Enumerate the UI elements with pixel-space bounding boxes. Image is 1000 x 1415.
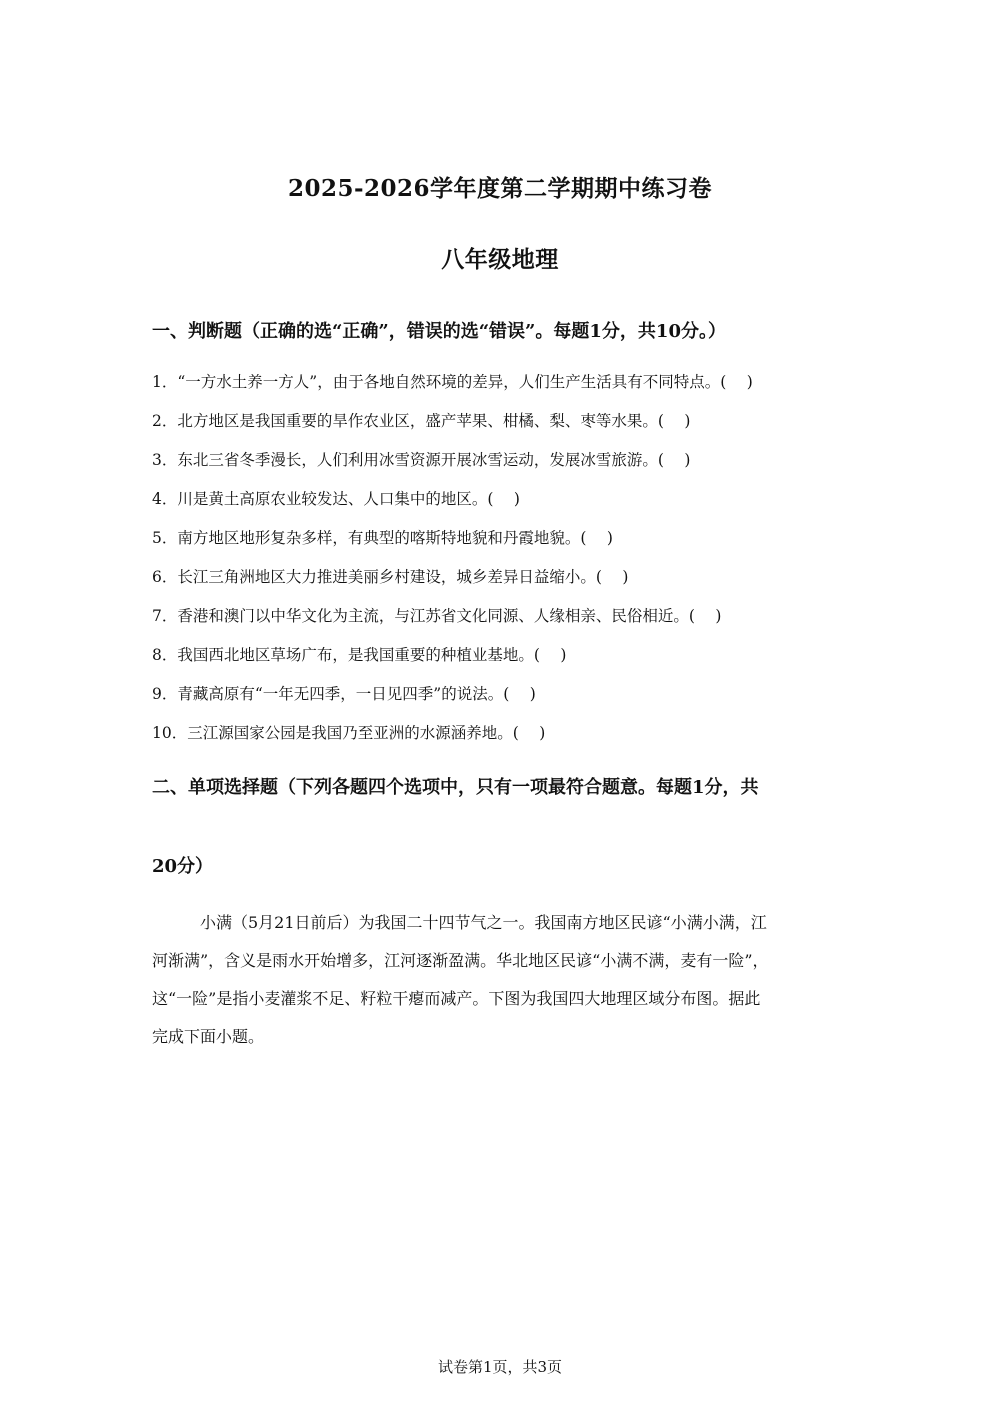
- section2-heading-continued: 20分）: [152, 856, 214, 877]
- question-number: 4．: [152, 490, 178, 508]
- answer-blank: ( ): [720, 373, 753, 391]
- question-number: 5．: [152, 529, 178, 547]
- passage-line: 这“一险”是指小麦灌浆不足、籽粒干瘪而减产。下图为我国四大地理区域分布图。据此: [152, 989, 761, 1008]
- question-number: 10．: [152, 724, 188, 742]
- answer-blank: ( ): [657, 451, 691, 469]
- question-text: 东北三省冬季漫长，人们利用冰雪资源开展冰雪运动，发展冰雪旅游。: [177, 451, 658, 469]
- question-number: 6．: [152, 568, 178, 586]
- passage-line: 河渐满”，含义是雨水开始增多，江河逐渐盈满。华北地区民谚“小满不满，麦有一险”，: [152, 951, 769, 970]
- judgment-question-2: [152, 410, 872, 449]
- answer-blank: ( ): [595, 568, 629, 586]
- answer-blank: ( ): [487, 490, 520, 508]
- judgment-question-9: [152, 683, 872, 722]
- answer-blank: ( ): [580, 529, 613, 547]
- judgment-question-8: [152, 644, 872, 683]
- question-text: 南方地区地形复杂多样，有典型的喀斯特地貌和丹霞地貌。: [177, 529, 581, 547]
- section2-heading: 二、单项选择题（下列各题四个选项中，只有一项最符合题意。每题1分，共: [152, 777, 759, 798]
- question-text: 北方地区是我国重要的旱作农业区，盛产苹果、柑橘、梨、枣等水果。: [177, 412, 658, 430]
- question-text: 三江源国家公园是我国乃至亚洲的水源涵养地。: [187, 724, 513, 742]
- question-number: 2．: [152, 412, 178, 430]
- page-footer: 试卷第1页，共3页: [437, 1358, 563, 1376]
- question-text: “一方水土养一方人”，由于各地自然环境的差异，人们生产生活具有不同特点。: [177, 373, 721, 391]
- question-number: 1．: [152, 373, 178, 391]
- judgment-question-3: [152, 449, 872, 488]
- judgment-question-list: [152, 371, 872, 761]
- judgment-question-1: [152, 371, 872, 410]
- question-number: 7．: [152, 607, 178, 625]
- judgment-question-7: [152, 605, 872, 644]
- judgment-question-6: [152, 566, 872, 605]
- section1-heading: 一、判断题（正确的选“正确”，错误的选“错误”。每题1分，共10分。）: [152, 321, 726, 342]
- question-text: 我国西北地区草场广布，是我国重要的种植业基地。: [177, 646, 534, 664]
- answer-blank: ( ): [533, 646, 567, 664]
- question-text: 长江三角洲地区大力推进美丽乡村建设，城乡差异日益缩小。: [177, 568, 596, 586]
- question-number: 9．: [152, 685, 178, 703]
- judgment-question-4: [152, 488, 872, 527]
- judgment-question-10: [152, 722, 872, 761]
- question-number: 3．: [152, 451, 178, 469]
- passage-line: 完成下面小题。: [152, 1027, 265, 1046]
- answer-blank: ( ): [688, 607, 722, 625]
- exam-subtitle: 八年级地理: [441, 246, 559, 273]
- answer-blank: ( ): [503, 685, 536, 703]
- passage-line: 小满（5月21日前后）为我国二十四节气之一。我国南方地区民谚“小满小满，江: [200, 913, 767, 932]
- exam-title: 2025-2026学年度第二学期期中练习卷: [287, 175, 713, 202]
- judgment-question-5: [152, 527, 872, 566]
- question-text: 川是黄土高原农业较发达、人口集中的地区。: [177, 490, 488, 508]
- question-number: 8．: [152, 646, 178, 664]
- question-text: 香港和澳门以中华文化为主流，与江苏省文化同源、人缘相亲、民俗相近。: [177, 607, 689, 625]
- question-text: 青藏高原有“一年无四季，一日见四季”的说法。: [177, 685, 504, 703]
- answer-blank: ( ): [512, 724, 546, 742]
- answer-blank: ( ): [657, 412, 691, 430]
- reading-passage: [152, 904, 852, 1056]
